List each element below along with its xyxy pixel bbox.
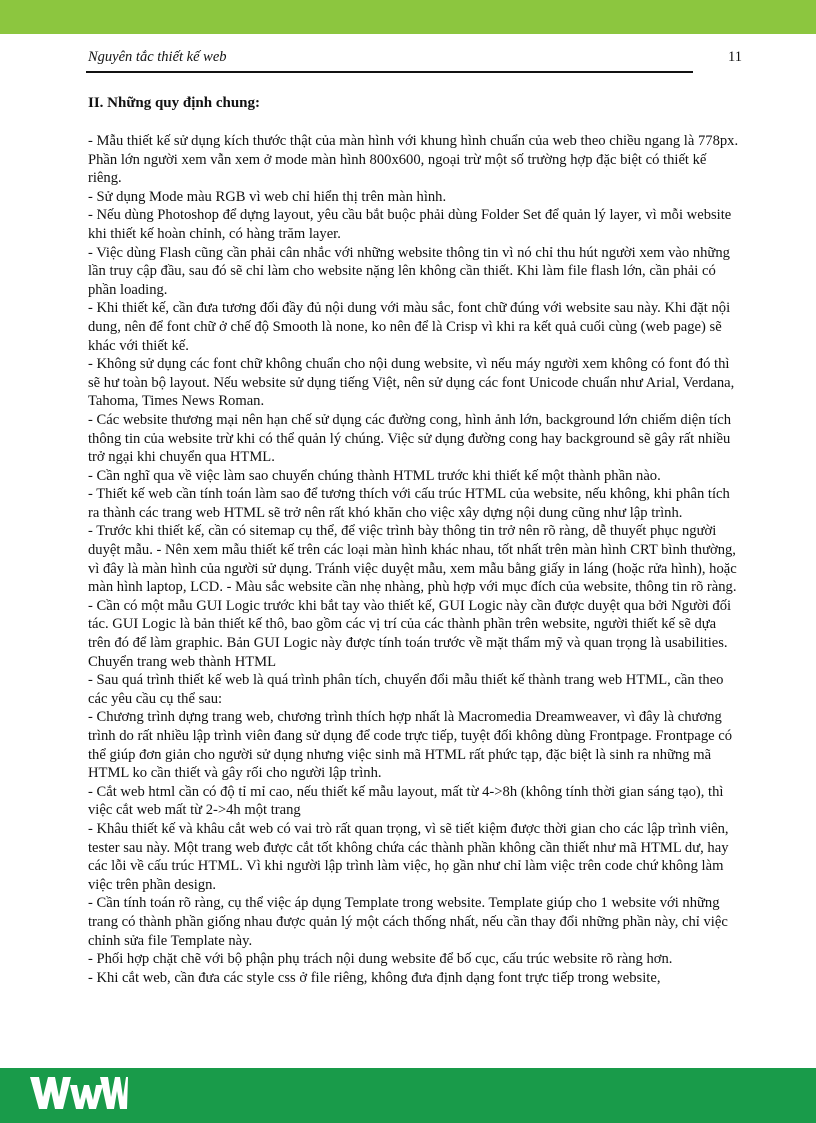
page-header bbox=[86, 49, 742, 69]
paragraph: - Các website thương mại nên hạn chế sử dụng các đường cong, hình ảnh lớn, background lớn chiếm diện tích thông tin của website trừ khi có thể quản lý chúng. Việc sử dụng đường cong hay background sẽ gây rất nhiều trở ngại khi chuyển qua HTML. bbox=[88, 411, 732, 466]
paragraph: - Trước khi thiết kế, cần có sitemap cụ thể, để việc trình bày thông tin trở nên rõ ràng, dễ thuyết phục người duyệt mẫu. - Nên xem mẫu thiết kế trên các loại màn hình khác nhau, tốt nhất trên màn hình CRT bình thường, vì đây là màn hình của người sử dụng. Tránh việc duyệt mẫu, xem mẫu bằng giấy in láng (hoặc rửa hình), hoặc màn hình laptop, LCD. - Màu sắc website cần nhẹ nhàng, phù hợp với mục đích của website, thông tin rõ ràng. bbox=[88, 523, 737, 596]
paragraph: - Không sử dụng các font chữ không chuẩn cho nội dung website, vì nếu máy người xem không có font đó thì sẽ hư toàn bộ layout. Nếu website sử dụng tiếng Việt, nên sử dụng các font Unicode chuẩn như Arial, Verdana, Tahoma, Times News Roman. bbox=[88, 356, 735, 410]
section-heading: II. Những quy định chung: bbox=[88, 95, 261, 111]
header-title: Nguyên tắc thiết kế web bbox=[88, 49, 227, 65]
paragraph: - Khâu thiết kế và khâu cắt web có vai trò rất quan trọng, vì sẽ tiết kiệm được thời gian cho các lập trình viên, tester sau này. Một trang web được cắt tốt không chứa các thành phần không cần thiết như mã HTML dư, hay các lỗi về cấu trúc HTML. Vì khi người lập trình làm việc, họ gần như chỉ làm việc trên code chứ không làm việc trên phần design. bbox=[88, 820, 729, 893]
paragraph: - Phối hợp chặt chẽ với bộ phận phụ trách nội dung website để bố cục, cấu trúc website rõ ràng hơn. bbox=[88, 951, 673, 968]
page-number: 11 bbox=[728, 49, 742, 65]
paragraph: - Cần nghĩ qua về việc làm sao chuyển chúng thành HTML trước khi thiết kế một thành phần nào. bbox=[88, 467, 661, 484]
paragraph: - Khi thiết kế, cần đưa tương đối đầy đủ nội dung với màu sắc, font chữ đúng với website sau này. Khi đặt nội dung, nên để font chữ ở chế độ Smooth là none, ko nên để là Crisp vì khi ra kết quả cuối cùng (web page) sẽ khác với thiết kế. bbox=[88, 300, 731, 354]
paragraph: - Cắt web html cần có độ tỉ mỉ cao, nếu thiết kế mẫu layout, mất từ 4->8h (không tính thời gian sáng tạo), thì việc cắt web mất từ 2->4h một trang bbox=[88, 783, 724, 819]
paragraph: - Mẫu thiết kế sử dụng kích thước thật của màn hình với khung hình chuẩn của web theo chiều ngang là 778px. Phần lớn người xem vẫn xem ở mode màn hình 800x600, ngoại trừ một số trường hợp đặc biệt có thiết kế riêng. bbox=[88, 133, 739, 187]
paragraph: - Cần có một mẫu GUI Logic trước khi bắt tay vào thiết kế, GUI Logic này cần được duyệt qua bởi Người đối tác. GUI Logic là bản thiết kế thô, bao gồm các vị trí của các thành phần trên website, người thiết kế sẽ dựa trên đó để làm graphic. Bản GUI Logic này được tính toán trước về mặt thẩm mỹ và quan trọng là usabilities. bbox=[88, 597, 732, 652]
paragraph: - Chương trình dựng trang web, chương trình thích hợp nhất là Macromedia Dreamweaver, vì đây là chương trình do rất nhiều lập trình viên đang sử dụng để code trực tiếp, tuyệt đối không dùng Frontpage. Frontpage có thể giúp đơn giản cho người sử dụng nhưng việc sinh mã HTML rất phức tạp, đặc biệt là sinh ra những mã HTML ko cần thiết và gây rối cho người lập trình. bbox=[88, 709, 733, 782]
www-logo bbox=[28, 1071, 128, 1113]
paragraph: - Sau quá trình thiết kế web là quá trình phân tích, chuyển đổi mẫu thiết kế thành trang web HTML, cần theo các yêu cầu cụ thể sau: bbox=[88, 672, 724, 707]
top-green-band bbox=[0, 0, 816, 34]
paragraph: - Sử dụng Mode màu RGB vì web chỉ hiển thị trên màn hình. bbox=[88, 188, 447, 205]
paragraph: Chuyển trang web thành HTML bbox=[88, 653, 277, 670]
header-rule bbox=[86, 71, 693, 73]
paragraph: - Cần tính toán rõ ràng, cụ thể việc áp dụng Template trong website. Template giúp cho 1 website với những trang có thành phần giống nhau được quản lý một cách thống nhất, nếu cần thay đổi những phần này, chỉ việc chỉnh sửa file Template này. bbox=[88, 895, 728, 949]
paragraph: - Việc dùng Flash cũng cần phải cân nhắc với những website thông tin vì nó chỉ thu hút người xem vào những lần truy cập đầu, sau đó sẽ chỉ làm cho website nặng lên không cần thiết. Khi làm file flash lớn, cần phải có phần loading. bbox=[88, 244, 730, 298]
paragraph: - Khi cắt web, cần đưa các style css ở file riêng, không đưa định dạng font trực tiếp trong website, bbox=[88, 969, 661, 986]
document-body bbox=[88, 94, 740, 987]
paragraph-list bbox=[88, 132, 740, 987]
paragraph: - Thiết kế web cần tính toán làm sao để tương thích với cấu trúc HTML của website, nếu không, khi phân tích ra thành các trang web HTML sẽ trở nên rất khó khăn cho việc xây dựng nội dung cũng như lập trình. bbox=[88, 486, 730, 521]
paragraph: - Nếu dùng Photoshop để dựng layout, yêu cầu bắt buộc phải dùng Folder Set để quản lý layer, vì mỗi website khi thiết kế hoàn chỉnh, có hàng trăm layer. bbox=[88, 207, 732, 242]
